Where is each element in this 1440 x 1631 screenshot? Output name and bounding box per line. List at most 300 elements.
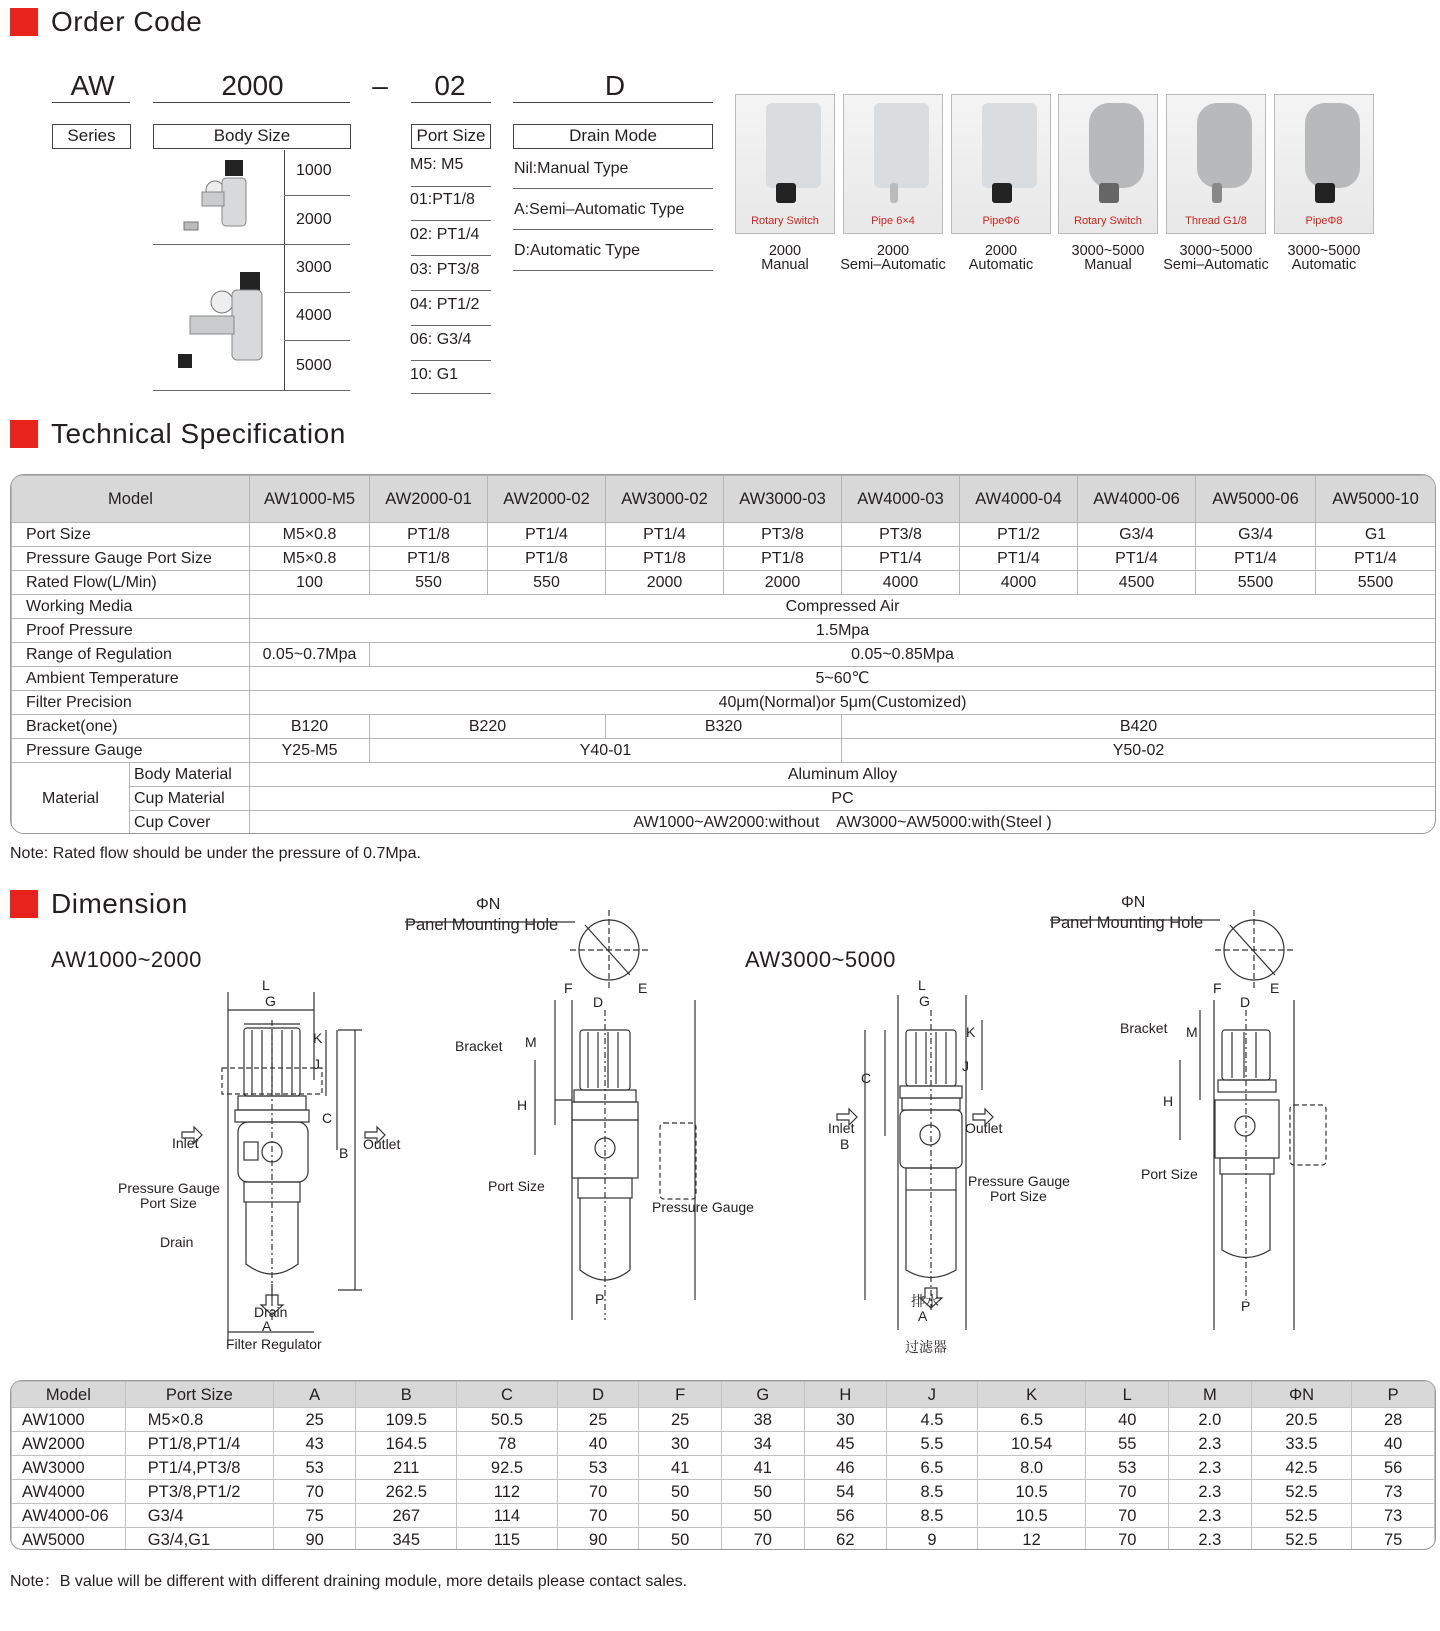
table-cell: 2000: [606, 571, 724, 595]
table-row: [12, 1528, 1435, 1551]
table-row: [12, 1408, 1435, 1432]
header-cell: AW3000-02: [606, 476, 724, 523]
table-cell: 8.0: [977, 1456, 1086, 1480]
body-size-1000: 1000: [296, 162, 332, 179]
table-cell: 0.05~0.7Mpa: [250, 643, 370, 667]
divider: [284, 195, 350, 196]
table-cell: 4000: [960, 571, 1078, 595]
table-cell: M5×0.8: [250, 547, 370, 571]
table-cell: 25: [639, 1408, 722, 1432]
table-cell: 62: [804, 1528, 887, 1551]
port-size-option: 10: G1: [410, 366, 459, 383]
table-cell: PT3/8: [842, 523, 960, 547]
header-cell: J: [887, 1382, 978, 1408]
divider: [411, 102, 491, 103]
drain-body-icon: [982, 103, 1037, 188]
table-row: [12, 715, 1436, 739]
table-cell: 25: [557, 1408, 639, 1432]
body-size-divider: [284, 150, 285, 390]
table-cell: 70: [557, 1480, 639, 1504]
table-row: [12, 547, 1436, 571]
table-cell: 70: [1086, 1528, 1169, 1551]
inlet-label: Inlet: [828, 1120, 855, 1136]
drain-body-icon: [1197, 103, 1252, 188]
drain-body-icon: [766, 103, 821, 188]
table-cell: 164.5: [356, 1432, 457, 1456]
table-cell: 90: [557, 1528, 639, 1551]
port-size-option: 06: G3/4: [410, 331, 472, 348]
table-cell: 33.5: [1251, 1432, 1352, 1456]
table-cell: 75: [273, 1504, 356, 1528]
table-cell: 8.5: [887, 1480, 978, 1504]
table-row: [12, 1432, 1435, 1456]
gauge-port-sub-label: Port Size: [990, 1188, 1047, 1204]
drain-thumbnail: [1058, 94, 1158, 234]
section-title: Technical Specification: [51, 418, 346, 449]
table-cell: 55: [1086, 1432, 1169, 1456]
dim-letter: D: [593, 994, 604, 1010]
table-row: [12, 595, 1436, 619]
table-header-row: [12, 476, 1436, 523]
thumbnail-mode: Manual: [1084, 257, 1132, 273]
table-cell: 4500: [1078, 571, 1196, 595]
table-cell: PT3/8,PT1/2: [125, 1480, 273, 1504]
table-cell: 30: [639, 1432, 722, 1456]
table-cell: 30: [804, 1408, 887, 1432]
panel-hole-symbol: ΦN: [476, 896, 501, 913]
table-cell: 70: [1086, 1504, 1169, 1528]
table-cell: 90: [273, 1528, 356, 1551]
code-drain: D: [604, 70, 626, 101]
panel-hole-label: Panel Mounting Hole: [1050, 914, 1204, 932]
table-cell: 4000: [842, 571, 960, 595]
table-cell: 46: [804, 1456, 887, 1480]
drain-tip-icon: [1315, 183, 1335, 203]
dim-letter: G: [919, 993, 930, 1009]
row-label: Rated Flow(L/Min): [12, 571, 250, 595]
divider: [411, 186, 491, 187]
table-cell: 550: [488, 571, 606, 595]
dim-letter: F: [564, 980, 573, 996]
drain-thumbnail: [1166, 94, 1266, 234]
table-cell: 52.5: [1251, 1504, 1352, 1528]
table-cell: PT1/8: [370, 523, 488, 547]
table-cell: 2000: [724, 571, 842, 595]
large-regulator-icon: [178, 272, 262, 368]
header-cell: A: [273, 1382, 356, 1408]
divider: [411, 325, 491, 326]
header-cell: AW2000-02: [488, 476, 606, 523]
table-cell: PT1/8: [606, 547, 724, 571]
table-cell: 50: [639, 1480, 722, 1504]
table-cell: 262.5: [356, 1480, 457, 1504]
code-dash: –: [372, 70, 388, 101]
section-marker-icon: [10, 420, 38, 448]
drain-thumbnail: [843, 94, 943, 234]
tech-spec-heading: [10, 418, 346, 450]
table-cell: 5~60℃: [250, 667, 1436, 691]
table-cell: B120: [250, 715, 370, 739]
header-cell: AW2000-01: [370, 476, 488, 523]
table-cell: 75: [1352, 1528, 1435, 1551]
dim-letter: F: [1213, 980, 1222, 996]
table-cell: PT3/8: [724, 523, 842, 547]
dim-letter: H: [1163, 1093, 1174, 1109]
port-size-option: 01:PT1/8: [410, 191, 475, 208]
section-title: Order Code: [51, 6, 203, 37]
header-cell: L: [1086, 1382, 1169, 1408]
divider: [284, 340, 350, 341]
header-cell: AW5000-10: [1316, 476, 1436, 523]
table-cell: 53: [557, 1456, 639, 1480]
header-cell: F: [639, 1382, 722, 1408]
row-sublabel: Cup Material: [130, 787, 250, 811]
dim-letter: J: [962, 1058, 969, 1074]
dim-letter: B: [840, 1136, 850, 1152]
side-view-drawing-1: [405, 910, 696, 1320]
table-cell: G3/4,G1: [125, 1528, 273, 1551]
thumbnail-mode: Semi–Automatic: [840, 257, 946, 273]
body-size-5000: 5000: [296, 357, 332, 374]
table-cell: 73: [1352, 1504, 1435, 1528]
table-row: [12, 1480, 1435, 1504]
port-size-option: 02: PT1/4: [410, 226, 480, 243]
divider: [513, 270, 713, 271]
table-row: [12, 1456, 1435, 1480]
table-cell: AW4000-06: [12, 1504, 126, 1528]
table-cell: 53: [1086, 1456, 1169, 1480]
table-row: [12, 619, 1436, 643]
spec-note: Note: Rated flow should be under the pressure of 0.7Mpa.: [10, 845, 421, 862]
table-cell: Y40-01: [370, 739, 842, 763]
header-cell: M: [1169, 1382, 1252, 1408]
header-cell: Model: [12, 1382, 126, 1408]
thumbnail-caption: PipeΦ6: [982, 215, 1020, 227]
table-cell: 10.54: [977, 1432, 1086, 1456]
table-row: [12, 1504, 1435, 1528]
dim-letter: P: [1241, 1298, 1251, 1314]
drain-body-icon: [1089, 103, 1144, 188]
header-cell: P: [1352, 1382, 1435, 1408]
table-cell: 2.3: [1169, 1480, 1252, 1504]
table-row: [12, 811, 1436, 835]
gauge-port-label: Pressure Gauge: [968, 1173, 1070, 1189]
thumbnail-size: 2000: [876, 243, 910, 259]
table-cell: 112: [457, 1480, 558, 1504]
table-row: [12, 787, 1436, 811]
port-size-label: Port Size: [411, 124, 491, 149]
table-cell: G3/4: [125, 1504, 273, 1528]
table-cell: AW4000: [12, 1480, 126, 1504]
drain-body-icon: [1305, 103, 1360, 188]
table-cell: 2.3: [1169, 1432, 1252, 1456]
dim-letter: L: [918, 977, 926, 993]
body-size-3000: 3000: [296, 259, 332, 276]
table-cell: 50: [721, 1480, 804, 1504]
table-cell: 4.5: [887, 1408, 978, 1432]
table-cell: 41: [721, 1456, 804, 1480]
divider: [513, 188, 713, 189]
table-cell: 45: [804, 1432, 887, 1456]
panel-hole-symbol: ΦN: [1121, 894, 1146, 911]
port-size-label: Port Size: [1141, 1166, 1198, 1182]
table-cell: 5500: [1316, 571, 1436, 595]
port-size-option: 03: PT3/8: [410, 261, 480, 278]
table-cell: G3/4: [1196, 523, 1316, 547]
group-title: AW1000~2000: [51, 947, 202, 972]
row-label: Working Media: [12, 595, 250, 619]
table-cell: PT1/4: [1078, 547, 1196, 571]
dim-letter: C: [322, 1110, 333, 1126]
row-sublabel: Body Material: [130, 763, 250, 787]
table-row: [12, 763, 1436, 787]
code-body-size: 2000: [221, 70, 284, 101]
header-cell: B: [356, 1382, 457, 1408]
table-cell: AW2000: [12, 1432, 126, 1456]
bracket-label: Bracket: [455, 1038, 503, 1054]
drain-mode-option: A:Semi–Automatic Type: [514, 201, 685, 218]
table-cell: 1.5Mpa: [250, 619, 1436, 643]
dim-letter: A: [918, 1308, 928, 1324]
bracket-label: Bracket: [1120, 1020, 1168, 1036]
dim-letter: M: [525, 1034, 537, 1050]
drain-thumbnail: [951, 94, 1051, 234]
spec-table: [11, 475, 1436, 834]
table-cell: PT1/4: [1316, 547, 1436, 571]
dimension-table-container: [10, 1380, 1436, 1550]
row-label: Proof Pressure: [12, 619, 250, 643]
thumbnail-mode: Automatic: [968, 257, 1034, 273]
thumbnail-size: 3000~5000: [1287, 243, 1361, 259]
header-cell: Port Size: [125, 1382, 273, 1408]
front-view-drawing-1: [182, 992, 385, 1340]
table-cell: G1: [1316, 523, 1436, 547]
table-cell: 41: [639, 1456, 722, 1480]
thumbnail-size: 3000~5000: [1179, 243, 1253, 259]
thumbnail-caption: Rotary Switch: [1074, 215, 1142, 227]
drain-tip-icon: [1099, 183, 1119, 203]
series-label: Series: [52, 124, 131, 149]
table-cell: Compressed Air: [250, 595, 1436, 619]
thumbnail-size: 2000: [768, 243, 802, 259]
drain-mode-label: Drain Mode: [513, 124, 713, 149]
dim-letter: M: [1186, 1024, 1198, 1040]
table-cell: 70: [557, 1504, 639, 1528]
inlet-label: Inlet: [172, 1135, 199, 1151]
dimension-note: Note：B value will be different with different draining module, more details please contact sales.: [10, 1573, 688, 1590]
thumbnail-caption: Pipe 6×4: [871, 215, 915, 227]
dim-letter: G: [265, 993, 276, 1009]
gauge-port-label: Pressure Gauge: [118, 1180, 220, 1196]
drain-label: Drain: [254, 1304, 288, 1320]
table-cell: G3/4: [1078, 523, 1196, 547]
header-cell: K: [977, 1382, 1086, 1408]
body-size-4000: 4000: [296, 307, 332, 324]
table-row: [12, 667, 1436, 691]
table-cell: 43: [273, 1432, 356, 1456]
table-cell: 70: [1086, 1480, 1169, 1504]
table-cell: 42.5: [1251, 1456, 1352, 1480]
code-series: AW: [70, 70, 115, 101]
table-cell: 550: [370, 571, 488, 595]
table-cell: 70: [721, 1528, 804, 1551]
dim-letter: E: [1270, 980, 1280, 996]
table-cell: 109.5: [356, 1408, 457, 1432]
table-row: [12, 739, 1436, 763]
thumbnail-mode: Semi–Automatic: [1163, 257, 1269, 273]
dim-letter: A: [262, 1318, 272, 1334]
table-cell: PT1/2: [960, 523, 1078, 547]
drain-mode-option: Nil:Manual Type: [514, 160, 629, 177]
port-size-option: 04: PT1/2: [410, 296, 480, 313]
divider: [153, 102, 350, 103]
table-cell: AW1000: [12, 1408, 126, 1432]
table-cell: 6.5: [977, 1408, 1086, 1432]
table-cell: 115: [457, 1528, 558, 1551]
table-cell: PT1/4: [960, 547, 1078, 571]
table-cell: PT1/8: [724, 547, 842, 571]
drain-thumbnail: [735, 94, 835, 234]
table-cell: B220: [370, 715, 606, 739]
dim-letter: K: [966, 1024, 976, 1040]
table-cell: 6.5: [887, 1456, 978, 1480]
table-cell: 9: [887, 1528, 978, 1551]
table-cell: 28: [1352, 1408, 1435, 1432]
table-cell: PT1/4: [1196, 547, 1316, 571]
table-cell: 40: [1352, 1432, 1435, 1456]
filter-cn-label: 过滤器: [905, 1339, 947, 1355]
pressure-gauge-label: Pressure Gauge: [652, 1199, 754, 1215]
divider: [411, 360, 491, 361]
gauge-port-sub-label: Port Size: [140, 1195, 197, 1211]
table-cell: 78: [457, 1432, 558, 1456]
table-cell: 5.5: [887, 1432, 978, 1456]
table-cell: 100: [250, 571, 370, 595]
table-cell: 53: [273, 1456, 356, 1480]
header-cell: G: [721, 1382, 804, 1408]
table-cell: AW5000: [12, 1528, 126, 1551]
table-cell: 52.5: [1251, 1528, 1352, 1551]
header-cell: AW3000-03: [724, 476, 842, 523]
body-size-label: Body Size: [153, 124, 351, 149]
filter-regulator-label: Filter Regulator: [226, 1336, 322, 1352]
front-view-drawing-2: [837, 995, 993, 1330]
spec-table-container: [10, 474, 1436, 834]
header-cell: AW4000-06: [1078, 476, 1196, 523]
table-cell: Y25-M5: [250, 739, 370, 763]
header-cell: AW4000-04: [960, 476, 1078, 523]
body-size-divider: [153, 244, 350, 245]
group-title: AW3000~5000: [745, 947, 896, 972]
table-cell: 52.5: [1251, 1480, 1352, 1504]
divider: [411, 393, 491, 394]
dim-letter: D: [1240, 994, 1251, 1010]
table-cell: M5×0.8: [250, 523, 370, 547]
divider: [411, 255, 491, 256]
drain-tip-icon: [890, 183, 898, 203]
table-row: [12, 643, 1436, 667]
table-cell: 8.5: [887, 1504, 978, 1528]
dimension-drawings: [0, 900, 1440, 1360]
table-cell: 267: [356, 1504, 457, 1528]
drain-tip-icon: [1212, 183, 1222, 203]
divider: [52, 102, 130, 103]
thumbnail-caption: PipeΦ8: [1305, 215, 1343, 227]
thumbnail-size: 3000~5000: [1071, 243, 1145, 259]
header-cell: Model: [12, 476, 250, 523]
header-cell: D: [557, 1382, 639, 1408]
drain-body-icon: [874, 103, 929, 188]
dimension-table: [11, 1381, 1435, 1550]
regulator-illustrations: [170, 152, 290, 392]
table-cell: M5×0.8: [125, 1408, 273, 1432]
header-cell: C: [457, 1382, 558, 1408]
table-cell: 345: [356, 1528, 457, 1551]
header-cell: AW1000-M5: [250, 476, 370, 523]
section-title: Dimension: [51, 888, 188, 919]
section-marker-icon: [10, 8, 38, 36]
dim-letter: B: [339, 1145, 349, 1161]
table-cell: 92.5: [457, 1456, 558, 1480]
table-cell: 20.5: [1251, 1408, 1352, 1432]
port-size-option: M5: M5: [410, 156, 464, 173]
table-cell: PT1/4: [606, 523, 724, 547]
table-cell: 25: [273, 1408, 356, 1432]
row-label: Ambient Temperature: [12, 667, 250, 691]
row-sublabel: Cup Cover: [130, 811, 250, 835]
table-cell: 50.5: [457, 1408, 558, 1432]
dim-letter: H: [517, 1097, 528, 1113]
table-cell: 40μm(Normal)or 5μm(Customized): [250, 691, 1436, 715]
thumbnail-caption: Rotary Switch: [751, 215, 819, 227]
table-cell: 2.3: [1169, 1456, 1252, 1480]
divider: [513, 102, 713, 103]
table-cell: 54: [804, 1480, 887, 1504]
table-cell: Aluminum Alloy: [250, 763, 1436, 787]
panel-hole-label: Panel Mounting Hole: [405, 916, 559, 934]
row-label: Material: [12, 763, 130, 835]
outlet-label: Outlet: [363, 1136, 401, 1152]
divider: [153, 390, 350, 391]
table-cell: AW1000~AW2000:without AW3000~AW5000:with(Steel ): [250, 811, 1436, 835]
thumbnail-mode: Automatic: [1291, 257, 1357, 273]
table-cell: PT1/8,PT1/4: [125, 1432, 273, 1456]
header-cell: H: [804, 1382, 887, 1408]
divider: [284, 292, 350, 293]
table-cell: 10.5: [977, 1504, 1086, 1528]
row-label: Pressure Gauge: [12, 739, 250, 763]
table-row: [12, 571, 1436, 595]
table-cell: PT1/4: [488, 523, 606, 547]
small-regulator-icon: [184, 160, 246, 230]
dim-letter: P: [595, 1291, 605, 1307]
drain-tip-icon: [776, 183, 796, 203]
dim-letter: J: [313, 1056, 320, 1072]
table-cell: 73: [1352, 1480, 1435, 1504]
row-label: Bracket(one): [12, 715, 250, 739]
drain-thumbnail: [1274, 94, 1374, 234]
table-cell: PT1/8: [488, 547, 606, 571]
table-cell: 40: [1086, 1408, 1169, 1432]
code-port-size: 02: [434, 70, 466, 101]
table-cell: 34: [721, 1432, 804, 1456]
drain-mode-option: D:Automatic Type: [514, 242, 640, 259]
header-cell: AW5000-06: [1196, 476, 1316, 523]
dim-letter: K: [313, 1030, 323, 1046]
table-cell: 40: [557, 1432, 639, 1456]
table-cell: 38: [721, 1408, 804, 1432]
table-header-row: [12, 1382, 1435, 1408]
